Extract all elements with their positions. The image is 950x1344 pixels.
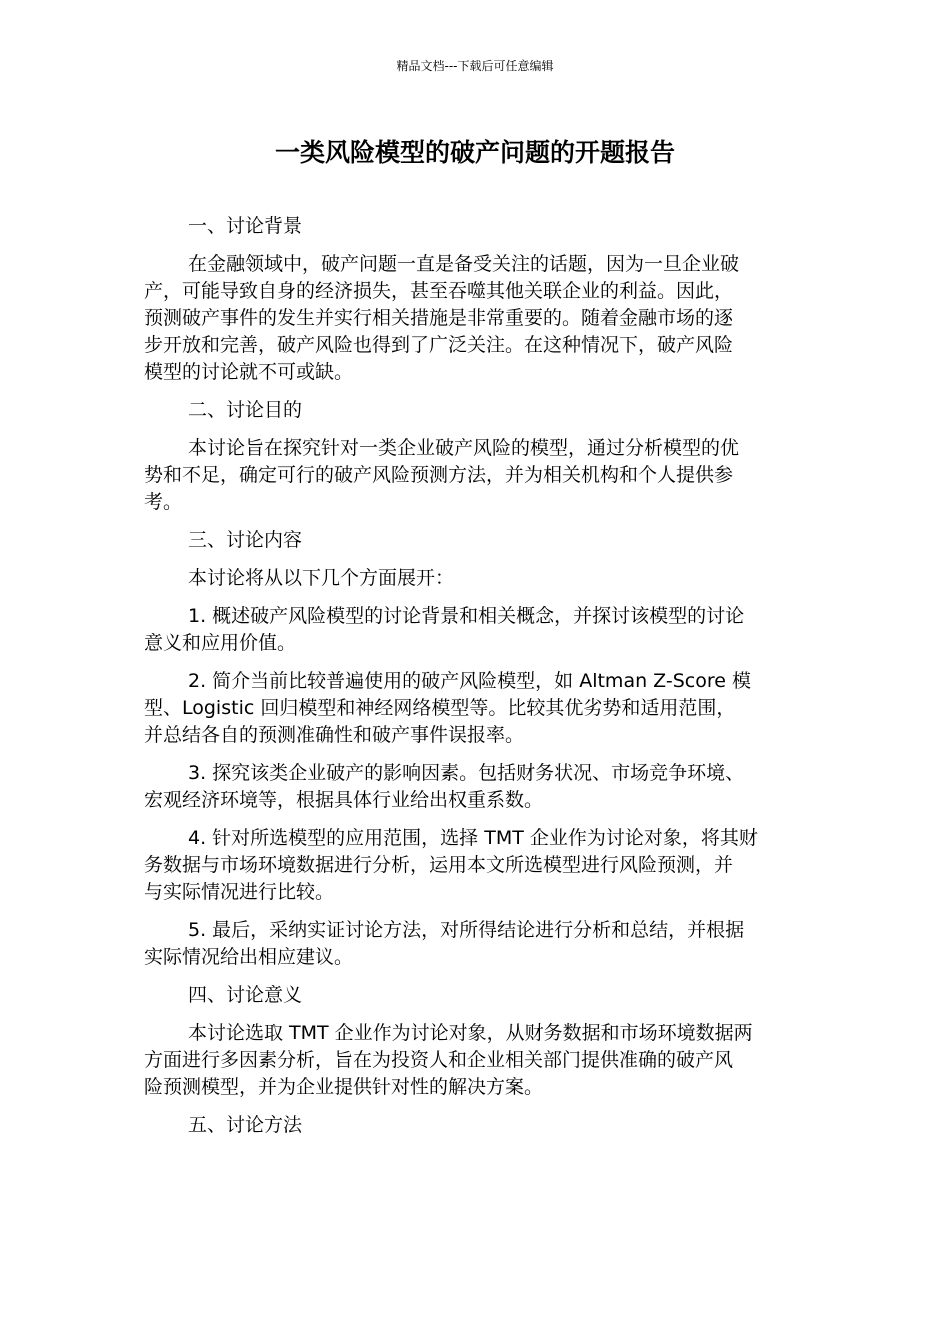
section-heading-background: 一、讨论背景 (188, 215, 303, 237)
text-line: 考。 (144, 491, 183, 513)
text-line: 3. 探究该类企业破产的影响因素。包括财务状况、市场竞争环境、 (188, 762, 745, 784)
text-line: 产，可能导致自身的经济损失，甚至吞噬其他关联企业的利益。因此， (144, 280, 734, 302)
text-line: 模型的讨论就不可或缺。 (144, 361, 354, 383)
section-heading-content: 三、讨论内容 (188, 529, 303, 551)
paragraph-significance (144, 1020, 808, 1101)
text-line: 1. 概述破产风险模型的讨论背景和相关概念，并探讨该模型的讨论 (188, 605, 745, 627)
text-line: 4. 针对所选模型的应用范围，选择 TMT 企业作为讨论对象，将其财 (188, 827, 758, 849)
text-line: 在金融领域中，破产问题一直是备受关注的话题，因为一旦企业破 (188, 253, 740, 275)
paragraph-purpose (144, 435, 808, 516)
document-body (144, 213, 808, 1150)
list-item-3 (144, 760, 808, 814)
text-line: 务数据与市场环境数据进行分析，运用本文所选模型进行风险预测，并 (144, 854, 734, 876)
paragraph-background (144, 251, 808, 386)
text-line: 险预测模型，并为企业提供针对性的解决方案。 (144, 1076, 544, 1098)
text-line: 并总结各自的预测准确性和破产事件误报率。 (144, 724, 525, 746)
section-heading-significance: 四、讨论意义 (188, 984, 303, 1006)
text-line: 预测破产事件的发生并实行相关措施是非常重要的。随着金融市场的逐 (144, 307, 734, 329)
text-line: 步开放和完善，破产风险也得到了广泛关注。在这种情况下，破产风险 (144, 334, 734, 356)
text-line: 意义和应用价值。 (144, 632, 297, 654)
document-title: 一类风险模型的破产问题的开题报告 (274, 138, 675, 167)
list-item-1 (144, 603, 808, 657)
section-heading-purpose: 二、讨论目的 (188, 399, 303, 421)
list-item-5 (144, 917, 808, 971)
text-line: 势和不足，确定可行的破产风险预测方法，并为相关机构和个人提供参 (144, 464, 734, 486)
text-line: 方面进行多因素分析，旨在为投资人和企业相关部门提供准确的破产风 (144, 1049, 734, 1071)
text-line: 型、Logistic 回归模型和神经网络模型等。比较其优劣势和适用范围， (144, 697, 736, 719)
text-line: 实际情况给出相应建议。 (144, 946, 354, 968)
text-line: 2. 简介当前比较普遍使用的破产风险模型，如 Altman Z-Score 模 (188, 670, 751, 692)
list-item-4 (144, 825, 808, 906)
text-line: 5. 最后，采纳实证讨论方法，对所得结论进行分析和总结，并根据 (188, 919, 745, 941)
text-line: 本讨论旨在探究针对一类企业破产风险的模型，通过分析模型的优 (188, 437, 740, 459)
text-line: 宏观经济环境等，根据具体行业给出权重系数。 (144, 789, 544, 811)
page-header: 精品文档---下载后可任意编辑 (396, 59, 554, 73)
paragraph-content-intro (144, 565, 808, 592)
text-line: 本讨论将从以下几个方面展开： (188, 567, 455, 589)
section-heading-method: 五、讨论方法 (188, 1114, 303, 1136)
text-line: 与实际情况进行比较。 (144, 881, 335, 903)
list-item-2 (144, 668, 808, 749)
text-line: 本讨论选取 TMT 企业作为讨论对象，从财务数据和市场环境数据两 (188, 1022, 753, 1044)
